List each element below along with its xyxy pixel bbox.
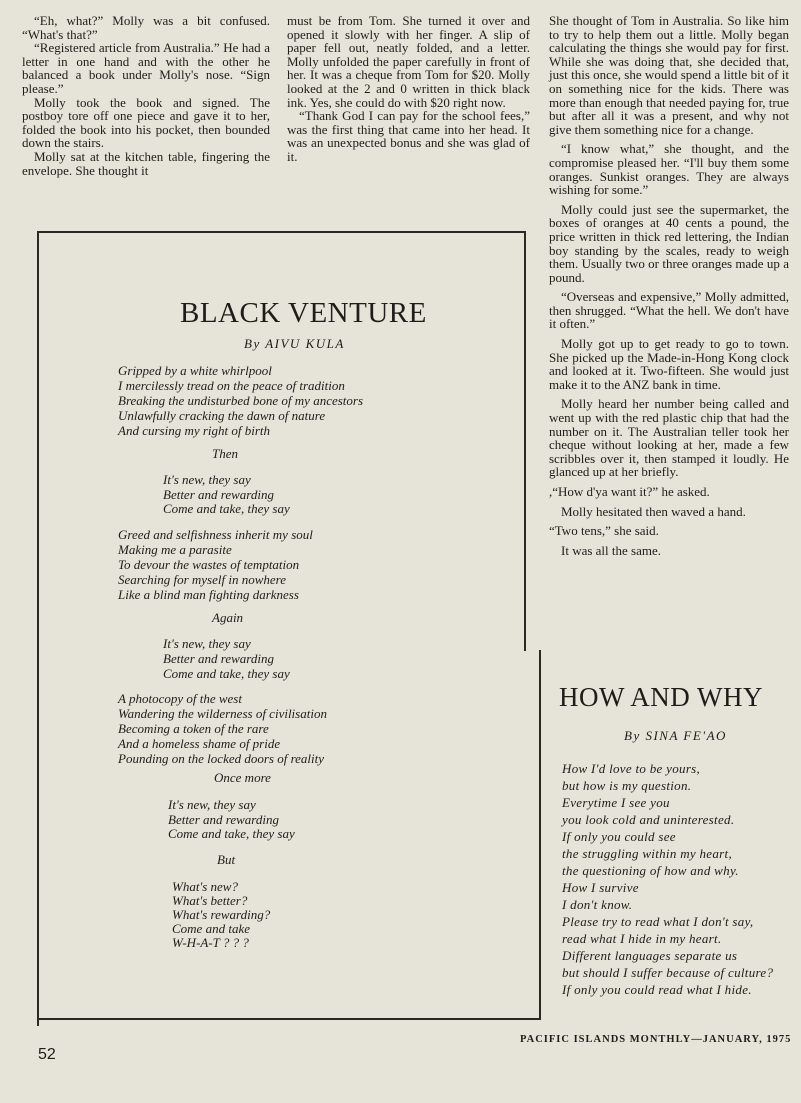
poem-line: If only you could see	[562, 829, 676, 844]
poem-line: Everytime I see you	[562, 795, 670, 810]
poem-line: Searching for myself in nowhere	[118, 572, 287, 587]
poem-section-head: Then	[212, 446, 238, 461]
poem-section-head: Again	[212, 610, 244, 625]
poem-byline: By SINA FE'AO	[624, 728, 727, 743]
box-top-rule	[37, 231, 525, 233]
story-paragraph: ,“How d'ya want it?” he asked.	[549, 484, 710, 499]
poem-line: Come and take, they say	[163, 666, 290, 681]
poem-line: Come and take, they say	[168, 826, 295, 841]
poem-line: Come and take	[172, 921, 250, 936]
poem-line: It's new, they say	[163, 636, 251, 651]
story-column-left	[22, 14, 270, 177]
poem-line: It's new, they say	[163, 472, 251, 487]
poem-line: Becoming a token of the rare	[118, 721, 269, 736]
story-column-middle	[287, 14, 530, 164]
poem-line: I don't know.	[562, 897, 633, 912]
poem-line: Better and rewarding	[163, 487, 274, 502]
story-paragraph: Molly heard her number being called and went up with the red plastic chip that had the number on it. The Australian teller took her cheque without looking at her, made a few scribbles over it, then stamped it loudly. He glanced up at her briefly.	[549, 396, 789, 480]
poem-line: W-H-A-T ? ? ?	[172, 935, 249, 950]
poem-line: you look cold and uninterested.	[562, 812, 735, 827]
story-paragraph: “I know what,” she thought, and the compromise pleased her. “I'll buy them some oranges. Sunkist oranges. They are always wishing for some.”	[549, 141, 789, 198]
story-paragraph: Molly could just see the supermarket, the boxes of oranges at 40 cents a pound, the price written in thick red lettering, the Indian boy standing by the scales, ready to weigh them. Usually two or three oranges made up a pound.	[549, 201, 789, 285]
poem-line: To devour the wastes of temptation	[118, 557, 300, 572]
poem-line: And cursing my right of birth	[118, 423, 271, 438]
poem-line: How I survive	[562, 880, 639, 895]
poem-line: What's new?	[172, 879, 238, 894]
story-paragraph: must be from Tom. She turned it over and opened it slowly with her finger. A slip of paper fell out, neatly folded, and a letter. Molly unfolded the paper carefully in front of her. It was a cheque from Tom for $20. Molly looked at the 2 and 0 written in thick black ink. Yes, she could do with $20 right now.	[287, 13, 530, 110]
running-footer: PACIFIC ISLANDS MONTHLY—JANUARY, 1975	[520, 1034, 792, 1045]
story-paragraph: “Overseas and expensive,” Molly admitted, then shrugged. “What the hell. We don't have it often.”	[549, 289, 789, 332]
poem-line: Gripped by a white whirlpool	[118, 363, 272, 378]
poem-section-head: But	[217, 852, 236, 867]
story-paragraph: Molly sat at the kitchen table, fingering the envelope. She thought it	[22, 148, 270, 178]
story-paragraph: “Two tens,” she said.	[549, 523, 659, 539]
box-left-rule	[37, 231, 39, 1026]
story-paragraph: Molly got up to get ready to go to town. She picked up the Made-in-Hong Kong clock and looked at it. Two-fifteen. She would just make it to the ANZ bank in time.	[549, 336, 789, 392]
poem-line: What's better?	[172, 893, 248, 908]
poem-line: And a homeless shame of pride	[118, 736, 281, 751]
poem-line: the struggling within my heart,	[562, 846, 732, 861]
poem-line: the questioning of how and why.	[562, 863, 739, 878]
poem-line: If only you could read what I hide.	[562, 982, 752, 997]
poem-byline: By AIVU KULA	[244, 336, 345, 351]
poem-line: Unlawfully cracking the dawn of nature	[118, 408, 326, 423]
poem-line: Making me a parasite	[118, 542, 232, 557]
poem-line: Come and take, they say	[163, 501, 290, 516]
poem-section-head: Once more	[214, 770, 271, 785]
poem-line: Different languages separate us	[562, 948, 738, 963]
story-paragraph: It was all the same.	[561, 542, 661, 558]
poem-line: Better and rewarding	[168, 812, 279, 827]
poem-line: Breaking the undisturbed bone of my ancestors	[118, 393, 364, 408]
box-bottom-rule	[37, 1018, 540, 1020]
poem-title: BLACK VENTURE	[180, 297, 427, 329]
poem-title: HOW AND WHY	[559, 682, 763, 712]
poem-line: What's rewarding?	[172, 907, 271, 922]
poem-line: but how is my question.	[562, 778, 692, 793]
poem-line: It's new, they say	[168, 797, 256, 812]
poem-line: but should I suffer because of culture?	[562, 965, 774, 980]
story-column-right	[549, 14, 789, 563]
page-number: 52	[38, 1046, 56, 1063]
story-paragraph: Molly took the book and signed. The postboy tore off one piece and gave it to her, folded the book into his pocket, then bounded down the stairs.	[22, 94, 270, 151]
story-paragraph: “Thank God I can pay for the school fees,” was the first thing that came into her head. It was an unexpected bonus and she was glad of it.	[287, 108, 530, 164]
poem-line: read what I hide in my heart.	[562, 931, 722, 946]
box-divider-rule	[539, 650, 541, 1020]
story-paragraph: “Eh, what?” Molly was a bit confused. “What's that?”	[22, 13, 270, 42]
story-paragraph: She thought of Tom in Australia. So like him to try to help them out a little. Molly began calculating the things she would pay for first. While she was doing that, she decided that, just this once, she would spend a little bit of it on something nice for the kids. There was more than enough that needed paying for, true but after all it was a present, and why not give them something nice for a change.	[549, 13, 789, 137]
story-paragraph: “Registered article from Australia.” He had a letter in one hand and with the other he balanced a book under Molly's nose. “Sign please.”	[22, 40, 270, 96]
poem-line: Please try to read what I don't say,	[562, 914, 754, 929]
poem-line: A photocopy of the west	[118, 691, 242, 706]
poem-line: I mercilessly tread on the peace of tradition	[118, 378, 345, 393]
poem-line: Greed and selfishness inherit my soul	[118, 527, 313, 542]
poem-line: How I'd love to be yours,	[562, 761, 701, 776]
poem-line: Pounding on the locked doors of reality	[118, 751, 325, 766]
poem-line: Better and rewarding	[163, 651, 274, 666]
poem-line: Wandering the wilderness of civilisation	[118, 706, 327, 721]
story-paragraph: Molly hesitated then waved a hand.	[561, 503, 746, 519]
poem-line: Like a blind man fighting darkness	[118, 587, 299, 602]
box-right-rule	[524, 231, 526, 651]
